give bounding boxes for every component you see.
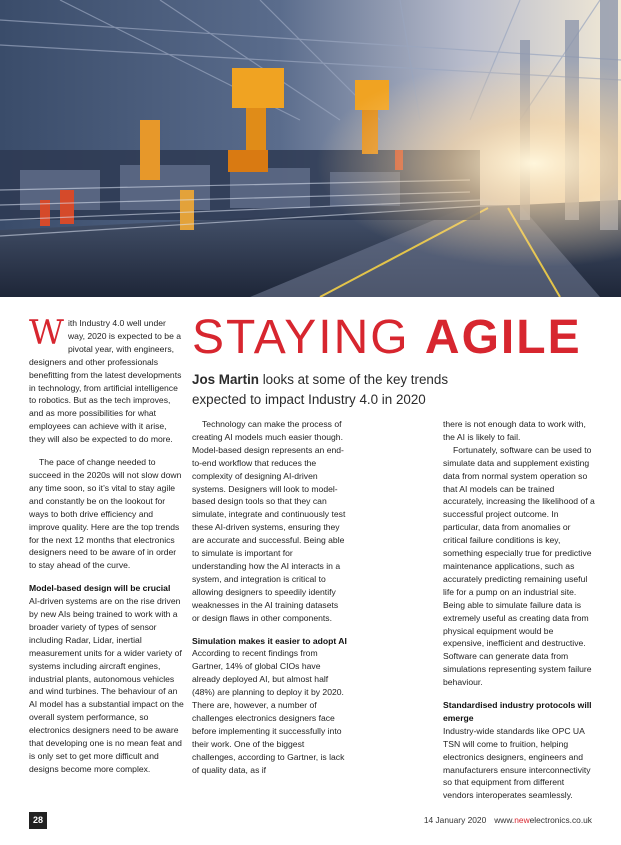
- page-footer: [424, 815, 592, 825]
- subheading: Simulation makes it easier to adopt AI: [192, 635, 347, 646]
- paragraph: Fortunately, software can be used to simulate data and supplement existing data from normal system operation so that AI models can be trained accurately, increasing the likelihood of a successful project outcome. In particular, data from anomalies or critical failure conditions is key, something especially true for predictive maintenance applications, such as accurately predicting remaining useful life for a pump on an industrial site. Being able to simulate failure data is extremely useful as creating data from physical equipment would be expensive, inefficient and destructive. Software can generate data from simulations representing system failure behaviour.: [443, 444, 595, 688]
- column-1: [29, 313, 184, 776]
- column-3: [443, 418, 596, 802]
- subheading: Model-based design will be crucial: [29, 583, 171, 594]
- paragraph: Technology can make the process of creating AI models much easier though. Model-based design represents an end-to-end workflow that reduces the complexity of designing AI-driven systems. Designers will look to model-based design tools so that they can simulate, integrate and continuously test these AI-driven systems, ensuring they are accurate and successful. Being able to simulate is important for understanding how the AI interacts in a system, and integration is critical to allowing designers to speedily identify weaknesses in the AI training datasets or design flaws in other components.: [192, 419, 346, 623]
- website-prefix: www.: [494, 815, 515, 825]
- paragraph: According to recent findings from Gartner, 14% of global CIOs have already deployed AI, but almost half (48%) are planning to deploy it by 2020. There are, however, a number of challenges electronics designers face before implementing it successfully into their work. One of the biggest challenges, according to Gartner, is lack of quality data, as if: [192, 648, 345, 775]
- paragraph: there is not enough data to work with, the AI is likely to fail.: [443, 419, 586, 442]
- website-suffix: electronics.co.uk: [529, 815, 592, 825]
- intro-paragraph: With Industry 4.0 well under way, 2020 is expected to be a pivotal year, with engineers, designers and other professionals benefitting from the latest developments in technology, from artificial intelligence to robotics. But as the tech improves, and as more possibilities for what employees can achieve with it arise, they will also be expected to do more.: [29, 313, 182, 445]
- standfirst-text: looks at some of the key trends expected to impact Industry 4.0 in 2020: [192, 372, 449, 407]
- title-part-2: AGILE: [424, 311, 582, 364]
- paragraph: AI-driven systems are on the rise driven by new AIs being trained to work with a broader variety of types of sensor including Radar, Lidar, inertial measurement units for a wider variety of systems including aircraft engines, industrial plants, autonomous vehicles and wind turbines. The behaviour of an AI model has a substantial impact on the overall system performance, so electronics designers need to be aware that developing one is no mean feat and is only set to get more difficult and designs become more complex.: [29, 596, 184, 774]
- column-2: [192, 418, 347, 776]
- drop-cap: W: [29, 313, 64, 353]
- subheading: Standardised industry protocols will emerge: [443, 700, 592, 723]
- title-part-1: STAYING: [192, 311, 425, 364]
- author-name: Jos Martin: [192, 372, 259, 387]
- website-brand: new: [514, 815, 530, 825]
- page-number: 28: [29, 812, 47, 829]
- hero-factory-photo: [0, 0, 621, 297]
- factory-illustration: [0, 0, 621, 297]
- article-standfirst: [192, 370, 452, 409]
- paragraph: Industry-wide standards like OPC UA TSN will come to fruition, helping electronics designers, engineers and manufacturers ensure interconnectivity so that equipment from different vendors interoperates seamlessly.: [443, 725, 591, 801]
- paragraph: The pace of change needed to succeed in the 2020s will not slow down any time soon, so it’s vital to stay agile and constantly be on the lookout for ways to both drive efficiency and improve quality. Here are the top trends for the next 12 months that electronics designers need to be aware of in order to stay ahead of the curve.: [29, 457, 182, 571]
- issue-date: 14 January 2020: [423, 815, 487, 825]
- article-title: [192, 312, 582, 364]
